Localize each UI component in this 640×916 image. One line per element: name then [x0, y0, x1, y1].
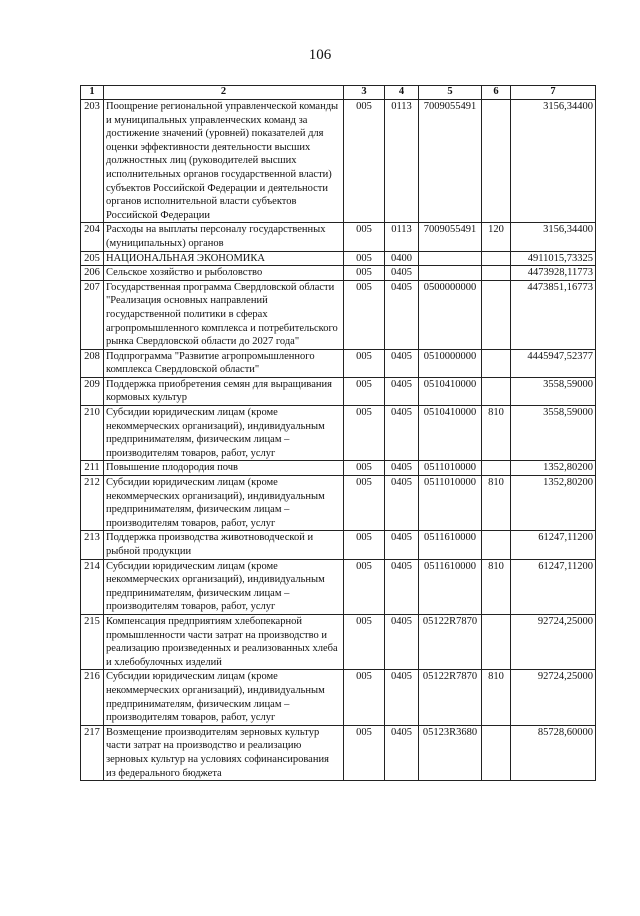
expense-name: Субсидии юридическим лицам (кроме некоммерческих организаций), индивидуальным предпринимателям, физическим лицам – производителям товаров, работ, услуг: [104, 670, 344, 725]
amount: 92724,25000: [511, 614, 596, 669]
amount: 4911015,73325: [511, 251, 596, 266]
expense-name: Компенсация предприятиям хлебопекарной промышленности части затрат на производство и реализацию произведенных и реализованных хлеба и хлебобулочных изделий: [104, 614, 344, 669]
section-code: 0405: [385, 266, 419, 281]
ministry-code: 005: [344, 476, 385, 531]
amount: 85728,60000: [511, 725, 596, 780]
target-article-code: 05122R7870: [419, 670, 482, 725]
amount: 3156,34400: [511, 100, 596, 223]
expense-type-code: [482, 266, 511, 281]
target-article-code: 0511610000: [419, 531, 482, 559]
expense-name: Подпрограмма "Развитие агропромышленного комплекса Свердловской области": [104, 349, 344, 377]
table-row: [81, 476, 596, 531]
amount: 61247,11200: [511, 559, 596, 614]
target-article-code: 0500000000: [419, 280, 482, 349]
amount: 1352,80200: [511, 476, 596, 531]
expense-type-code: [482, 251, 511, 266]
expense-type-code: [482, 349, 511, 377]
ministry-code: 005: [344, 614, 385, 669]
amount: 3558,59000: [511, 377, 596, 405]
table-row: [81, 406, 596, 461]
target-article-code: [419, 251, 482, 266]
expense-name: Поддержка производства животноводческой и рыбной продукции: [104, 531, 344, 559]
target-article-code: [419, 266, 482, 281]
target-article-code: 0510410000: [419, 377, 482, 405]
header-col-4: 4: [385, 86, 419, 100]
row-number: 212: [81, 476, 104, 531]
row-number: 217: [81, 725, 104, 780]
expense-name: Субсидии юридическим лицам (кроме некоммерческих организаций), индивидуальным предпринимателям, физическим лицам – производителям товаров, работ, услуг: [104, 559, 344, 614]
ministry-code: 005: [344, 725, 385, 780]
expense-name: Субсидии юридическим лицам (кроме некоммерческих организаций), индивидуальным предпринимателям, физическим лицам – производителям товаров, работ, услуг: [104, 406, 344, 461]
expense-name: Поддержка приобретения семян для выращивания кормовых культур: [104, 377, 344, 405]
target-article-code: 7009055491: [419, 223, 482, 251]
ministry-code: 005: [344, 223, 385, 251]
row-number: 206: [81, 266, 104, 281]
target-article-code: 0510000000: [419, 349, 482, 377]
target-article-code: 0511610000: [419, 559, 482, 614]
expense-type-code: [482, 377, 511, 405]
expense-name: Повышение плодородия почв: [104, 461, 344, 476]
ministry-code: 005: [344, 100, 385, 223]
expense-type-code: 810: [482, 559, 511, 614]
target-article-code: 0511010000: [419, 476, 482, 531]
table-row: [81, 349, 596, 377]
section-code: 0405: [385, 725, 419, 780]
row-number: 215: [81, 614, 104, 669]
expense-type-code: [482, 461, 511, 476]
section-code: 0405: [385, 377, 419, 405]
expense-name: Субсидии юридическим лицам (кроме некоммерческих организаций), индивидуальным предпринимателям, физическим лицам – производителям товаров, работ, услуг: [104, 476, 344, 531]
section-code: 0405: [385, 476, 419, 531]
row-number: 203: [81, 100, 104, 223]
row-number: 216: [81, 670, 104, 725]
table-row: [81, 223, 596, 251]
ministry-code: 005: [344, 251, 385, 266]
row-number: 214: [81, 559, 104, 614]
ministry-code: 005: [344, 461, 385, 476]
table-row: [81, 559, 596, 614]
table-row: [81, 280, 596, 349]
expense-name: Поощрение региональной управленческой команды и муниципальных управленческих команд за достижение значений (уровней) показателей для оценки эффективности деятельности высших должностных лиц (руководителей высших исполнительных органов государственной власти) субъектов Российской Федерации и деятельности органов исполнительной власти субъектов Российской Федерации: [104, 100, 344, 223]
row-number: 210: [81, 406, 104, 461]
header-col-2: 2: [104, 86, 344, 100]
target-article-code: 7009055491: [419, 100, 482, 223]
amount: 92724,25000: [511, 670, 596, 725]
expense-type-code: 810: [482, 476, 511, 531]
expense-type-code: [482, 614, 511, 669]
row-number: 208: [81, 349, 104, 377]
row-number: 207: [81, 280, 104, 349]
header-col-6: 6: [482, 86, 511, 100]
header-col-3: 3: [344, 86, 385, 100]
section-code: 0113: [385, 223, 419, 251]
ministry-code: 005: [344, 670, 385, 725]
table-row: [81, 377, 596, 405]
page-number: 106: [308, 47, 332, 63]
amount: 3156,34400: [511, 223, 596, 251]
expense-type-code: [482, 531, 511, 559]
table-row: [81, 670, 596, 725]
row-number: 213: [81, 531, 104, 559]
target-article-code: 0510410000: [419, 406, 482, 461]
amount: 1352,80200: [511, 461, 596, 476]
amount: 61247,11200: [511, 531, 596, 559]
section-code: 0113: [385, 100, 419, 223]
table-row: [81, 614, 596, 669]
amount: 3558,59000: [511, 406, 596, 461]
expense-type-code: 810: [482, 670, 511, 725]
budget-table: [80, 85, 596, 781]
table-row: [81, 725, 596, 780]
section-code: 0405: [385, 531, 419, 559]
table-row: [81, 266, 596, 281]
section-code: 0405: [385, 349, 419, 377]
table-body: [81, 100, 596, 781]
expense-name: НАЦИОНАЛЬНАЯ ЭКОНОМИКА: [104, 251, 344, 266]
ministry-code: 005: [344, 406, 385, 461]
section-code: 0405: [385, 559, 419, 614]
amount: 4445947,52377: [511, 349, 596, 377]
section-code: 0405: [385, 614, 419, 669]
section-code: 0405: [385, 670, 419, 725]
header-col-5: 5: [419, 86, 482, 100]
amount: 4473851,16773: [511, 280, 596, 349]
expense-type-code: 120: [482, 223, 511, 251]
table-row: [81, 251, 596, 266]
row-number: 209: [81, 377, 104, 405]
ministry-code: 005: [344, 531, 385, 559]
expense-type-code: [482, 280, 511, 349]
expense-type-code: 810: [482, 406, 511, 461]
amount: 4473928,11773: [511, 266, 596, 281]
ministry-code: 005: [344, 349, 385, 377]
table-row: [81, 100, 596, 223]
expense-name: Возмещение производителям зерновых культур части затрат на производство и реализацию зерновых культур на условиях софинансирования из федерального бюджета: [104, 725, 344, 780]
table-header-row: [81, 86, 596, 100]
ministry-code: 005: [344, 266, 385, 281]
table-row: [81, 531, 596, 559]
section-code: 0405: [385, 461, 419, 476]
target-article-code: 0511010000: [419, 461, 482, 476]
expense-name: Расходы на выплаты персоналу государственных (муниципальных) органов: [104, 223, 344, 251]
expense-type-code: [482, 725, 511, 780]
ministry-code: 005: [344, 280, 385, 349]
target-article-code: 05122R7870: [419, 614, 482, 669]
header-col-7: 7: [511, 86, 596, 100]
row-number: 205: [81, 251, 104, 266]
header-col-1: 1: [81, 86, 104, 100]
expense-name: Государственная программа Свердловской области "Реализация основных направлений государственной политики в сферах агропромышленного комплекса и потребительского рынка Свердловской области до 2027 года": [104, 280, 344, 349]
row-number: 211: [81, 461, 104, 476]
section-code: 0400: [385, 251, 419, 266]
expense-type-code: [482, 100, 511, 223]
target-article-code: 05123R3680: [419, 725, 482, 780]
ministry-code: 005: [344, 559, 385, 614]
ministry-code: 005: [344, 377, 385, 405]
section-code: 0405: [385, 280, 419, 349]
section-code: 0405: [385, 406, 419, 461]
table-row: [81, 461, 596, 476]
row-number: 204: [81, 223, 104, 251]
expense-name: Сельское хозяйство и рыболовство: [104, 266, 344, 281]
